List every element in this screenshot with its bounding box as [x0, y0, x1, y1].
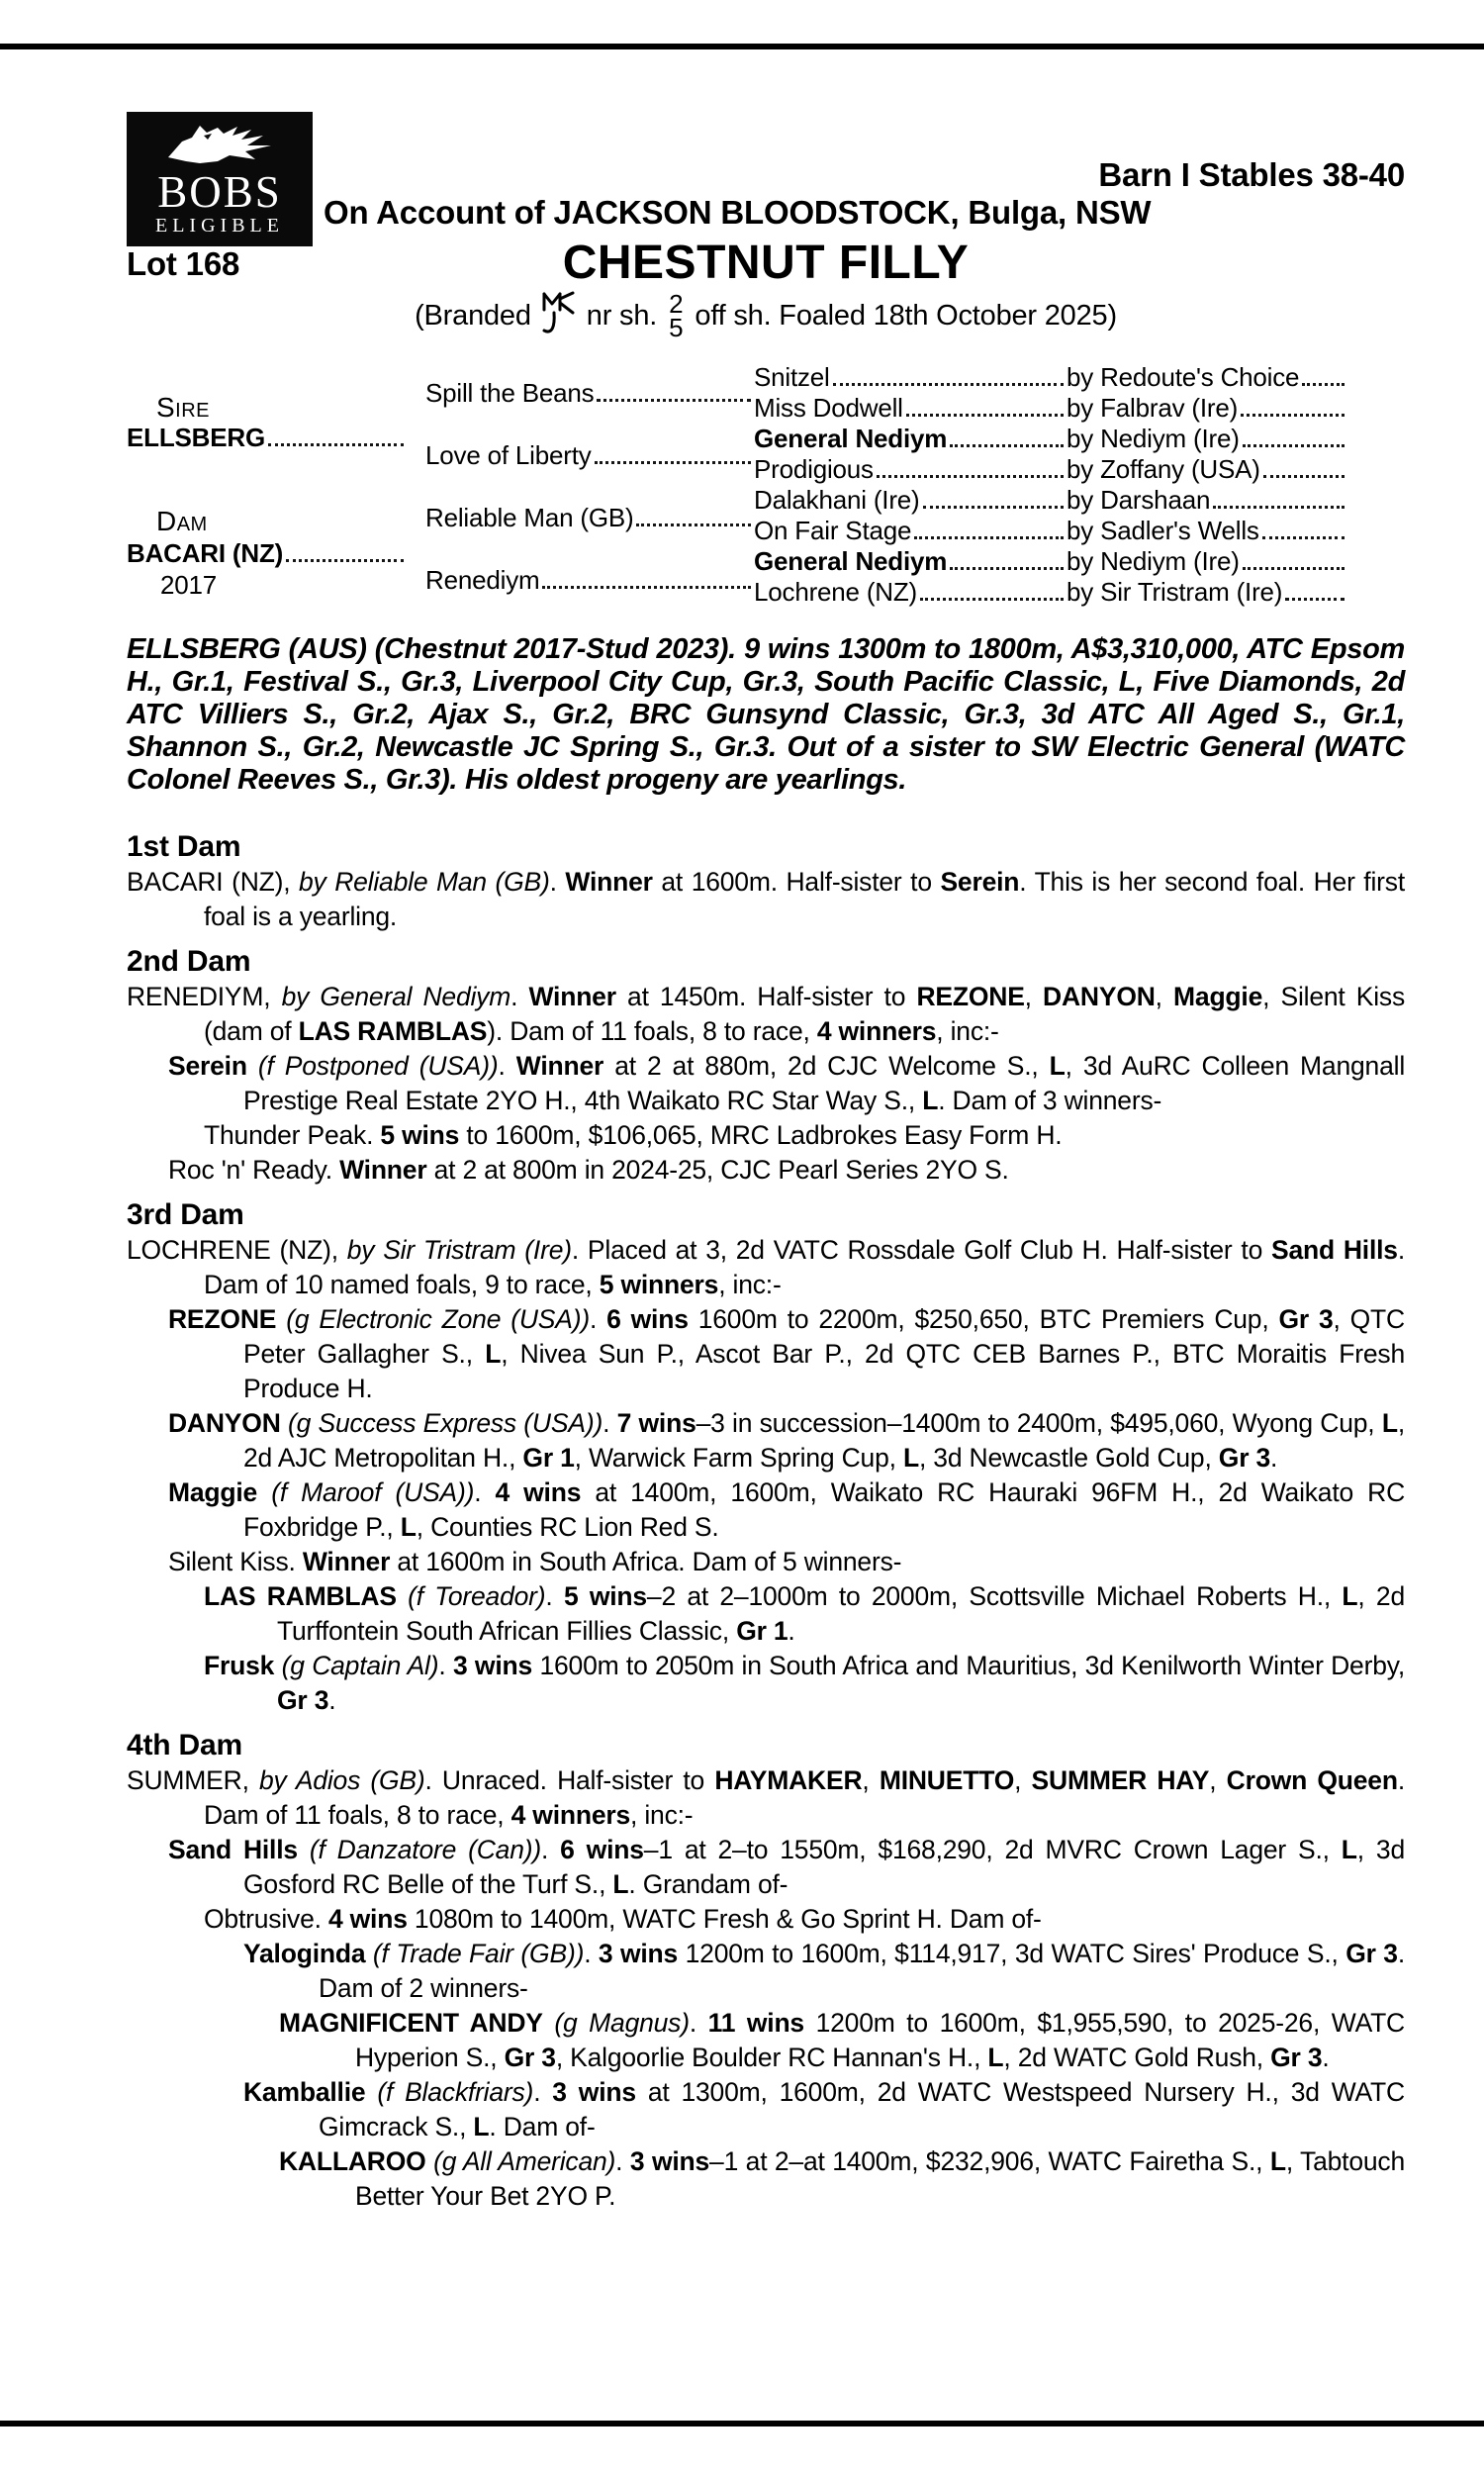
text-segment: 3 wins — [552, 2077, 636, 2107]
pedigree-gen3-row — [754, 393, 1347, 424]
text-segment: ELLSBERG (AUS) (Chestnut 2017-Stud 2023). 9 wins 1300m to 1800m, A$3,310,000, ATC Epsom H., Gr.1, Festival S., Gr.3, Liverpool City Cup, Gr.3, South Pacific Classic, L, Five Diamonds, 2d ATC Villiers S., Gr.2, Ajax S., Gr.2, BRC Gunsynd Classic, Gr.3, 3d ATC All Aged S., Gr.1, Shannon S., Gr.2, Newcastle JC Spring S., Gr.3. Out of a sister to SW Electric General (WATC Colonel Reeves S., Gr.3). His oldest progeny are yearlings. — [127, 633, 1405, 796]
gen3-sire: by Nediym (Ire) — [1067, 424, 1240, 453]
pedigree-gen3-row — [754, 362, 1347, 393]
text-segment: 1600m to 2200m, $250,650, BTC Premiers Cup, — [688, 1304, 1279, 1334]
progeny-paragraph — [127, 1763, 1405, 1833]
text-segment: , 3d Newcastle Gold Cup, — [918, 1443, 1219, 1473]
text-segment: . — [545, 1581, 564, 1611]
text-segment: 11 wins — [707, 2008, 804, 2038]
text-segment: Frusk — [204, 1651, 275, 1680]
text-segment: L — [473, 2112, 490, 2141]
text-segment: Gr 3 — [1270, 2043, 1323, 2072]
leader-dots — [1285, 598, 1345, 601]
branded-prefix: (Branded — [415, 299, 531, 332]
progeny-paragraph — [127, 1302, 1405, 1406]
text-segment: at 1300m, 1600m, 2d WATC Westspeed Nursery H., 3d WATC Gimcrack S., — [319, 2077, 1405, 2141]
text-segment: . — [328, 1685, 336, 1715]
leader-dots — [950, 444, 1064, 447]
text-segment: 5 wins — [380, 1120, 460, 1150]
text-segment: –1 at 2–to 1550m, $168,290, 2d MVRC Crown Lager S., — [643, 1835, 1342, 1864]
text-segment: , Kalgoorlie Boulder RC Hannan's H., — [555, 2043, 988, 2072]
branded-near-shoulder: nr sh. — [586, 299, 658, 332]
text-segment: (g Electronic Zone (USA)) — [286, 1304, 590, 1334]
leader-dots — [268, 443, 404, 446]
text-segment: Gr 3 — [504, 2043, 556, 2072]
text-segment: at 2 at 800m in 2024-25, CJC Pearl Series 2YO S. — [426, 1155, 1009, 1185]
gen3-name: Snitzel — [754, 362, 830, 392]
leader-dots — [597, 399, 751, 402]
text-segment — [276, 1304, 286, 1334]
text-segment: . Unraced. Half-sister to — [424, 1765, 715, 1795]
text-segment: L — [1269, 2146, 1286, 2176]
leader-dots — [1243, 567, 1345, 570]
brand-mark-icon — [539, 289, 579, 342]
progeny-paragraph — [127, 1545, 1405, 1579]
text-segment: . — [533, 2077, 553, 2107]
text-segment: 6 wins — [560, 1835, 644, 1864]
text-segment: MAGNIFICENT ANDY — [279, 2008, 543, 2038]
text-segment: (f Toreador) — [408, 1581, 546, 1611]
text-segment: Roc 'n' Ready. — [168, 1155, 340, 1185]
sire-label: Sire — [156, 392, 211, 423]
text-segment — [247, 1051, 258, 1081]
text-segment: L — [902, 1443, 919, 1473]
brand-number-bottom: 5 — [669, 313, 684, 342]
leader-dots — [636, 523, 751, 526]
pedigree-table — [127, 359, 1405, 628]
progeny-paragraph — [127, 1649, 1405, 1718]
text-segment: . Grandam of- — [628, 1869, 788, 1899]
text-segment — [543, 2008, 555, 2038]
text-segment: 1200m to 1600m, $1,955,590, to 2025-26, WATC Hyperion S., — [355, 2008, 1405, 2072]
text-segment: L — [485, 1339, 502, 1369]
text-segment — [426, 2146, 434, 2176]
leader-dots — [833, 383, 1064, 386]
progeny-paragraph — [127, 1937, 1405, 2006]
text-segment: , — [1014, 1765, 1032, 1795]
text-segment: . Dam of- — [489, 2112, 596, 2141]
text-segment: . Dam of 10 named foals, 9 to race, — [204, 1235, 1405, 1299]
text-segment: Winner — [515, 1051, 604, 1081]
top-rule — [0, 44, 1484, 49]
bobs-horse-head-icon — [160, 118, 279, 169]
gen2-name: Spill the Beans — [425, 378, 595, 408]
progeny-paragraph — [127, 980, 1405, 1049]
text-segment: . Placed at 3, 2d VATC Rossdale Golf Club H. Half-sister to — [571, 1235, 1271, 1265]
dam-name-cell — [127, 538, 407, 569]
text-segment: ). Dam of 11 foals, 8 to race, — [487, 1016, 817, 1046]
text-segment: to 1600m, $106,065, MRC Ladbrokes Easy Form H. — [459, 1120, 1063, 1150]
gen3-sire: by Darshaan — [1067, 485, 1211, 515]
text-segment: Serein — [940, 867, 1020, 897]
progeny-paragraph — [127, 1049, 1405, 1118]
text-segment: at 1400m, 1600m, Waikato RC Hauraki 96FM H., 2d Waikato RC Foxbridge P., — [243, 1477, 1406, 1542]
text-segment: , 2d AJC Metropolitan H., — [243, 1408, 1405, 1473]
text-segment: , — [1209, 1765, 1227, 1795]
text-segment: , inc:- — [718, 1270, 782, 1299]
text-segment: L — [1342, 1581, 1358, 1611]
text-segment: 1600m to 2050m in South Africa and Mauritius, 3d Kenilworth Winter Derby, — [532, 1651, 1405, 1680]
gen3-name: Prodigious — [754, 454, 874, 484]
pedigree-gen3-row — [754, 424, 1347, 454]
text-segment: LAS RAMBLAS — [298, 1016, 488, 1046]
text-segment: . — [549, 867, 566, 897]
text-segment: . — [584, 1939, 599, 1968]
text-segment: L — [1341, 1835, 1357, 1864]
gen2-cell — [425, 378, 754, 409]
progeny-paragraph — [127, 1118, 1405, 1153]
text-segment: LAS RAMBLAS — [204, 1581, 397, 1611]
text-segment: , 2d WATC Gold Rush, — [1003, 2043, 1271, 2072]
text-segment: Winner — [302, 1547, 391, 1576]
text-segment: (f Blackfriars) — [377, 2077, 534, 2107]
leader-dots — [950, 567, 1064, 570]
dam-section-heading: 4th Dam — [127, 1729, 242, 1761]
lot-number: Lot 168 — [127, 245, 240, 282]
leader-dots — [1263, 475, 1345, 478]
dam-section-heading: 2nd Dam — [127, 945, 251, 978]
leader-dots — [1241, 414, 1345, 417]
text-segment: (f Postponed (USA)) — [257, 1051, 499, 1081]
dam-name: BACARI (NZ) — [127, 538, 284, 568]
progeny-paragraph — [127, 1406, 1405, 1475]
sire-name: ELLSBERG — [127, 423, 265, 452]
text-segment: DANYON — [1043, 982, 1156, 1011]
pedigree-gen3-row — [754, 546, 1347, 577]
text-segment: . — [689, 2008, 708, 2038]
gen3-sire: by Falbrav (Ire) — [1067, 393, 1239, 423]
text-segment: at 2 at 880m, 2d CJC Welcome S., — [603, 1051, 1050, 1081]
text-segment: . This is her second foal. Her first foal is a yearling. — [204, 867, 1405, 931]
text-segment: , Tabtouch Better Your Bet 2YO P. — [355, 2146, 1405, 2211]
text-segment: Gr 3 — [277, 1685, 329, 1715]
leader-dots — [1302, 383, 1345, 386]
text-segment: –2 at 2–1000m to 2000m, Scottsville Michael Roberts H., — [646, 1581, 1343, 1611]
gen2-name: Reliable Man (GB) — [425, 503, 634, 532]
text-segment: (g Magnus) — [554, 2008, 690, 2038]
gen3-name: On Fair Stage — [754, 516, 912, 545]
text-segment: . — [1270, 1443, 1278, 1473]
sire-name-cell — [127, 423, 407, 453]
bobs-logo-subtext: ELIGIBLE — [155, 215, 284, 237]
gen3-sire: by Redoute's Choice — [1067, 362, 1300, 392]
text-segment: SUMMER HAY — [1031, 1765, 1210, 1795]
text-segment: DANYON — [168, 1408, 281, 1438]
text-segment: Maggie — [1173, 982, 1263, 1011]
text-segment: . — [615, 2146, 630, 2176]
leader-dots — [286, 559, 404, 562]
text-segment — [365, 2077, 377, 2107]
gen2-cell — [425, 503, 754, 533]
text-segment: , inc:- — [630, 1800, 694, 1830]
text-segment: –1 at 2–at 1400m, $232,906, WATC Fairetha S., — [709, 2146, 1270, 2176]
progeny-paragraph — [127, 1233, 1405, 1302]
leader-dots — [1213, 506, 1345, 509]
text-segment — [257, 1477, 271, 1507]
text-segment: , 3d AuRC Colleen Mangnall Prestige Real Estate 2YO H., 4th Waikato RC Star Way S., — [243, 1051, 1406, 1115]
leader-dots — [906, 414, 1064, 417]
text-segment: . — [788, 1616, 795, 1646]
branded-line — [127, 289, 1405, 342]
dam-label: Dam — [156, 506, 208, 536]
text-segment: , — [862, 1765, 880, 1795]
text-segment: Gr 3 — [1345, 1939, 1398, 1968]
dam-section-heading: 3rd Dam — [127, 1198, 244, 1231]
gen3-name: Miss Dodwell — [754, 393, 903, 423]
text-segment: Winner — [339, 1155, 427, 1185]
text-segment: (g Success Express (USA)) — [288, 1408, 603, 1438]
progeny-paragraph — [127, 2006, 1405, 2075]
text-segment: , QTC Peter Gallagher S., — [243, 1304, 1405, 1369]
text-segment: RENEDIYM, — [127, 982, 282, 1011]
text-segment: , inc:- — [936, 1016, 999, 1046]
brand-number-top: 2 — [669, 289, 684, 319]
text-segment: Sand Hills — [168, 1835, 298, 1864]
text-segment: (f Maroof (USA)) — [271, 1477, 475, 1507]
text-segment: , 2d Turffontein South African Fillies Classic, — [277, 1581, 1405, 1646]
text-segment: at 1600m. Half-sister to — [652, 867, 941, 897]
bobs-logo-text: BOBS — [157, 167, 282, 217]
text-segment — [365, 1939, 373, 1968]
text-segment: L — [1049, 1051, 1066, 1081]
leader-dots — [595, 461, 751, 464]
pedigree-gen3-row — [754, 485, 1347, 516]
text-segment: . Dam of 2 winners- — [319, 1939, 1405, 2003]
gen3-sire: by Sadler's Wells — [1067, 516, 1259, 545]
leader-dots — [877, 475, 1064, 478]
text-segment: , — [1155, 982, 1174, 1011]
text-segment: 5 wins — [563, 1581, 647, 1611]
text-segment: L — [1381, 1408, 1398, 1438]
text-segment: , Warwick Farm Spring Cup, — [574, 1443, 903, 1473]
text-segment: Sand Hills — [1270, 1235, 1398, 1265]
dam-sections — [127, 829, 1405, 2214]
brand-number-fraction — [665, 289, 687, 342]
text-segment: . — [498, 1051, 516, 1081]
text-segment: L — [987, 2043, 1004, 2072]
text-segment: 3 wins — [598, 1939, 679, 1968]
text-segment — [281, 1408, 288, 1438]
text-segment: . — [1322, 2043, 1330, 2072]
text-segment: 4 wins — [495, 1477, 582, 1507]
sire-race-record-paragraph — [127, 633, 1405, 797]
gen2-cell — [425, 440, 754, 471]
text-segment: . Dam of 3 winners- — [938, 1086, 1162, 1115]
leader-dots — [1243, 444, 1345, 447]
text-segment: LOCHRENE (NZ), — [127, 1235, 347, 1265]
text-segment — [298, 1835, 310, 1864]
text-segment: 3 wins — [629, 2146, 710, 2176]
text-segment: Winner — [565, 867, 653, 897]
text-segment: at 1450m. Half-sister to — [615, 982, 917, 1011]
leader-dots — [1262, 536, 1345, 539]
gen3-name: General Nediym — [754, 546, 948, 576]
text-segment: (g Captain Al) — [281, 1651, 439, 1680]
text-segment: Silent Kiss. — [168, 1547, 303, 1576]
text-segment: Thunder Peak. — [204, 1120, 381, 1150]
text-segment: Gr 1 — [522, 1443, 575, 1473]
gen2-name: Renediym — [425, 565, 540, 595]
text-segment: by General Nediym — [281, 982, 511, 1011]
gen3-name: Lochrene (NZ) — [754, 577, 918, 607]
gen3-sire: by Nediym (Ire) — [1067, 546, 1240, 576]
text-segment: L — [612, 1869, 629, 1899]
text-segment: 7 wins — [616, 1408, 696, 1438]
text-segment: . — [603, 1408, 617, 1438]
leader-dots — [920, 598, 1064, 601]
text-segment: . Dam of 11 foals, 8 to race, — [204, 1765, 1405, 1830]
text-segment: at 1600m in South Africa. Dam of 5 winners- — [390, 1547, 902, 1576]
text-segment: L — [400, 1512, 417, 1542]
leader-dots — [923, 506, 1064, 509]
text-segment: . — [474, 1477, 496, 1507]
gen3-name: Dalakhani (Ire) — [754, 485, 920, 515]
progeny-paragraph — [127, 2075, 1405, 2144]
progeny-paragraph — [127, 2144, 1405, 2214]
text-segment: . — [541, 1835, 561, 1864]
progeny-paragraph — [127, 1475, 1405, 1545]
text-segment: 5 winners — [599, 1270, 719, 1299]
text-segment: REZONE — [168, 1304, 277, 1334]
text-segment: 1080m to 1400m, WATC Fresh & Go Sprint H. Dam of- — [407, 1904, 1042, 1934]
text-segment: –3 in succession–1400m to 2400m, $495,060, Wyong Cup, — [696, 1408, 1382, 1438]
text-segment: by Reliable Man (GB) — [299, 867, 550, 897]
text-segment: Serein — [168, 1051, 247, 1081]
text-segment: KALLAROO — [279, 2146, 426, 2176]
text-segment: , Nivea Sun P., Ascot Bar P., 2d QTC CEB Barnes P., BTC Moraitis Fresh Produce H. — [243, 1339, 1405, 1403]
gen2-name: Love of Liberty — [425, 440, 592, 470]
text-segment: REZONE — [916, 982, 1025, 1011]
gen3-name: General Nediym — [754, 424, 948, 453]
text-segment — [274, 1651, 281, 1680]
text-segment: BACARI (NZ), — [127, 867, 300, 897]
barn-stables-label: Barn I Stables 38-40 — [1098, 156, 1405, 193]
text-segment: 3 wins — [452, 1651, 533, 1680]
leader-dots — [914, 536, 1064, 539]
text-segment: (g All American) — [433, 2146, 616, 2176]
progeny-paragraph — [127, 1833, 1405, 1902]
progeny-paragraph — [127, 1153, 1405, 1188]
progeny-paragraph — [127, 1579, 1405, 1649]
text-segment: Obtrusive. — [204, 1904, 328, 1934]
text-segment: 4 winners — [816, 1016, 937, 1046]
dam-section-heading: 1st Dam — [127, 830, 241, 863]
text-segment: 4 winners — [510, 1800, 631, 1830]
text-segment: , 3d Gosford RC Belle of the Turf S., — [243, 1835, 1406, 1899]
text-segment: 1200m to 1600m, $114,917, 3d WATC Sires' Produce S., — [678, 1939, 1346, 1968]
vendor-account-line: On Account of JACKSON BLOODSTOCK, Bulga, NSW — [324, 194, 1152, 231]
branded-suffix: off sh. Foaled 18th October 2025) — [695, 299, 1117, 332]
text-segment: Gr 3 — [1218, 1443, 1271, 1473]
text-segment: . — [589, 1304, 607, 1334]
text-segment: 6 wins — [606, 1304, 689, 1334]
text-segment: Gr 3 — [1278, 1304, 1334, 1334]
bottom-rule — [0, 2421, 1484, 2426]
text-segment: Kamballie — [243, 2077, 366, 2107]
text-segment: , Counties RC Lion Red S. — [416, 1512, 719, 1542]
text-segment: HAYMAKER — [714, 1765, 863, 1795]
text-segment: by Adios (GB) — [258, 1765, 425, 1795]
text-segment: SUMMER, — [127, 1765, 259, 1795]
text-segment: Winner — [528, 982, 616, 1011]
text-segment: , Silent Kiss (dam of — [204, 982, 1406, 1046]
text-segment: Maggie — [168, 1477, 258, 1507]
pedigree-gen3-row — [754, 516, 1347, 546]
text-segment: , — [1024, 982, 1044, 1011]
text-segment: . — [510, 982, 529, 1011]
text-segment: L — [922, 1086, 939, 1115]
text-segment: (f Trade Fair (GB)) — [372, 1939, 585, 1968]
text-segment: by Sir Tristram (Ire) — [346, 1235, 572, 1265]
text-segment: (f Danzatore (Can)) — [309, 1835, 542, 1864]
pedigree-gen3-row — [754, 454, 1347, 485]
bobs-logo — [127, 112, 313, 246]
progeny-paragraph — [127, 865, 1405, 934]
gen3-sire: by Sir Tristram (Ire) — [1067, 577, 1283, 607]
progeny-paragraph — [127, 1902, 1405, 1937]
text-segment: MINUETTO — [879, 1765, 1015, 1795]
page-title: CHESTNUT FILLY — [562, 237, 970, 289]
text-segment: 4 wins — [327, 1904, 408, 1934]
gen3-sire: by Zoffany (USA) — [1067, 454, 1260, 484]
text-segment: Yaloginda — [243, 1939, 366, 1968]
text-segment: Crown Queen — [1226, 1765, 1398, 1795]
dam-foaling-year: 2017 — [160, 570, 218, 600]
text-segment: . — [438, 1651, 453, 1680]
text-segment: Gr 1 — [736, 1616, 788, 1646]
gen2-cell — [425, 565, 754, 596]
pedigree-gen3-row — [754, 577, 1347, 608]
text-segment — [397, 1581, 408, 1611]
leader-dots — [542, 586, 751, 589]
